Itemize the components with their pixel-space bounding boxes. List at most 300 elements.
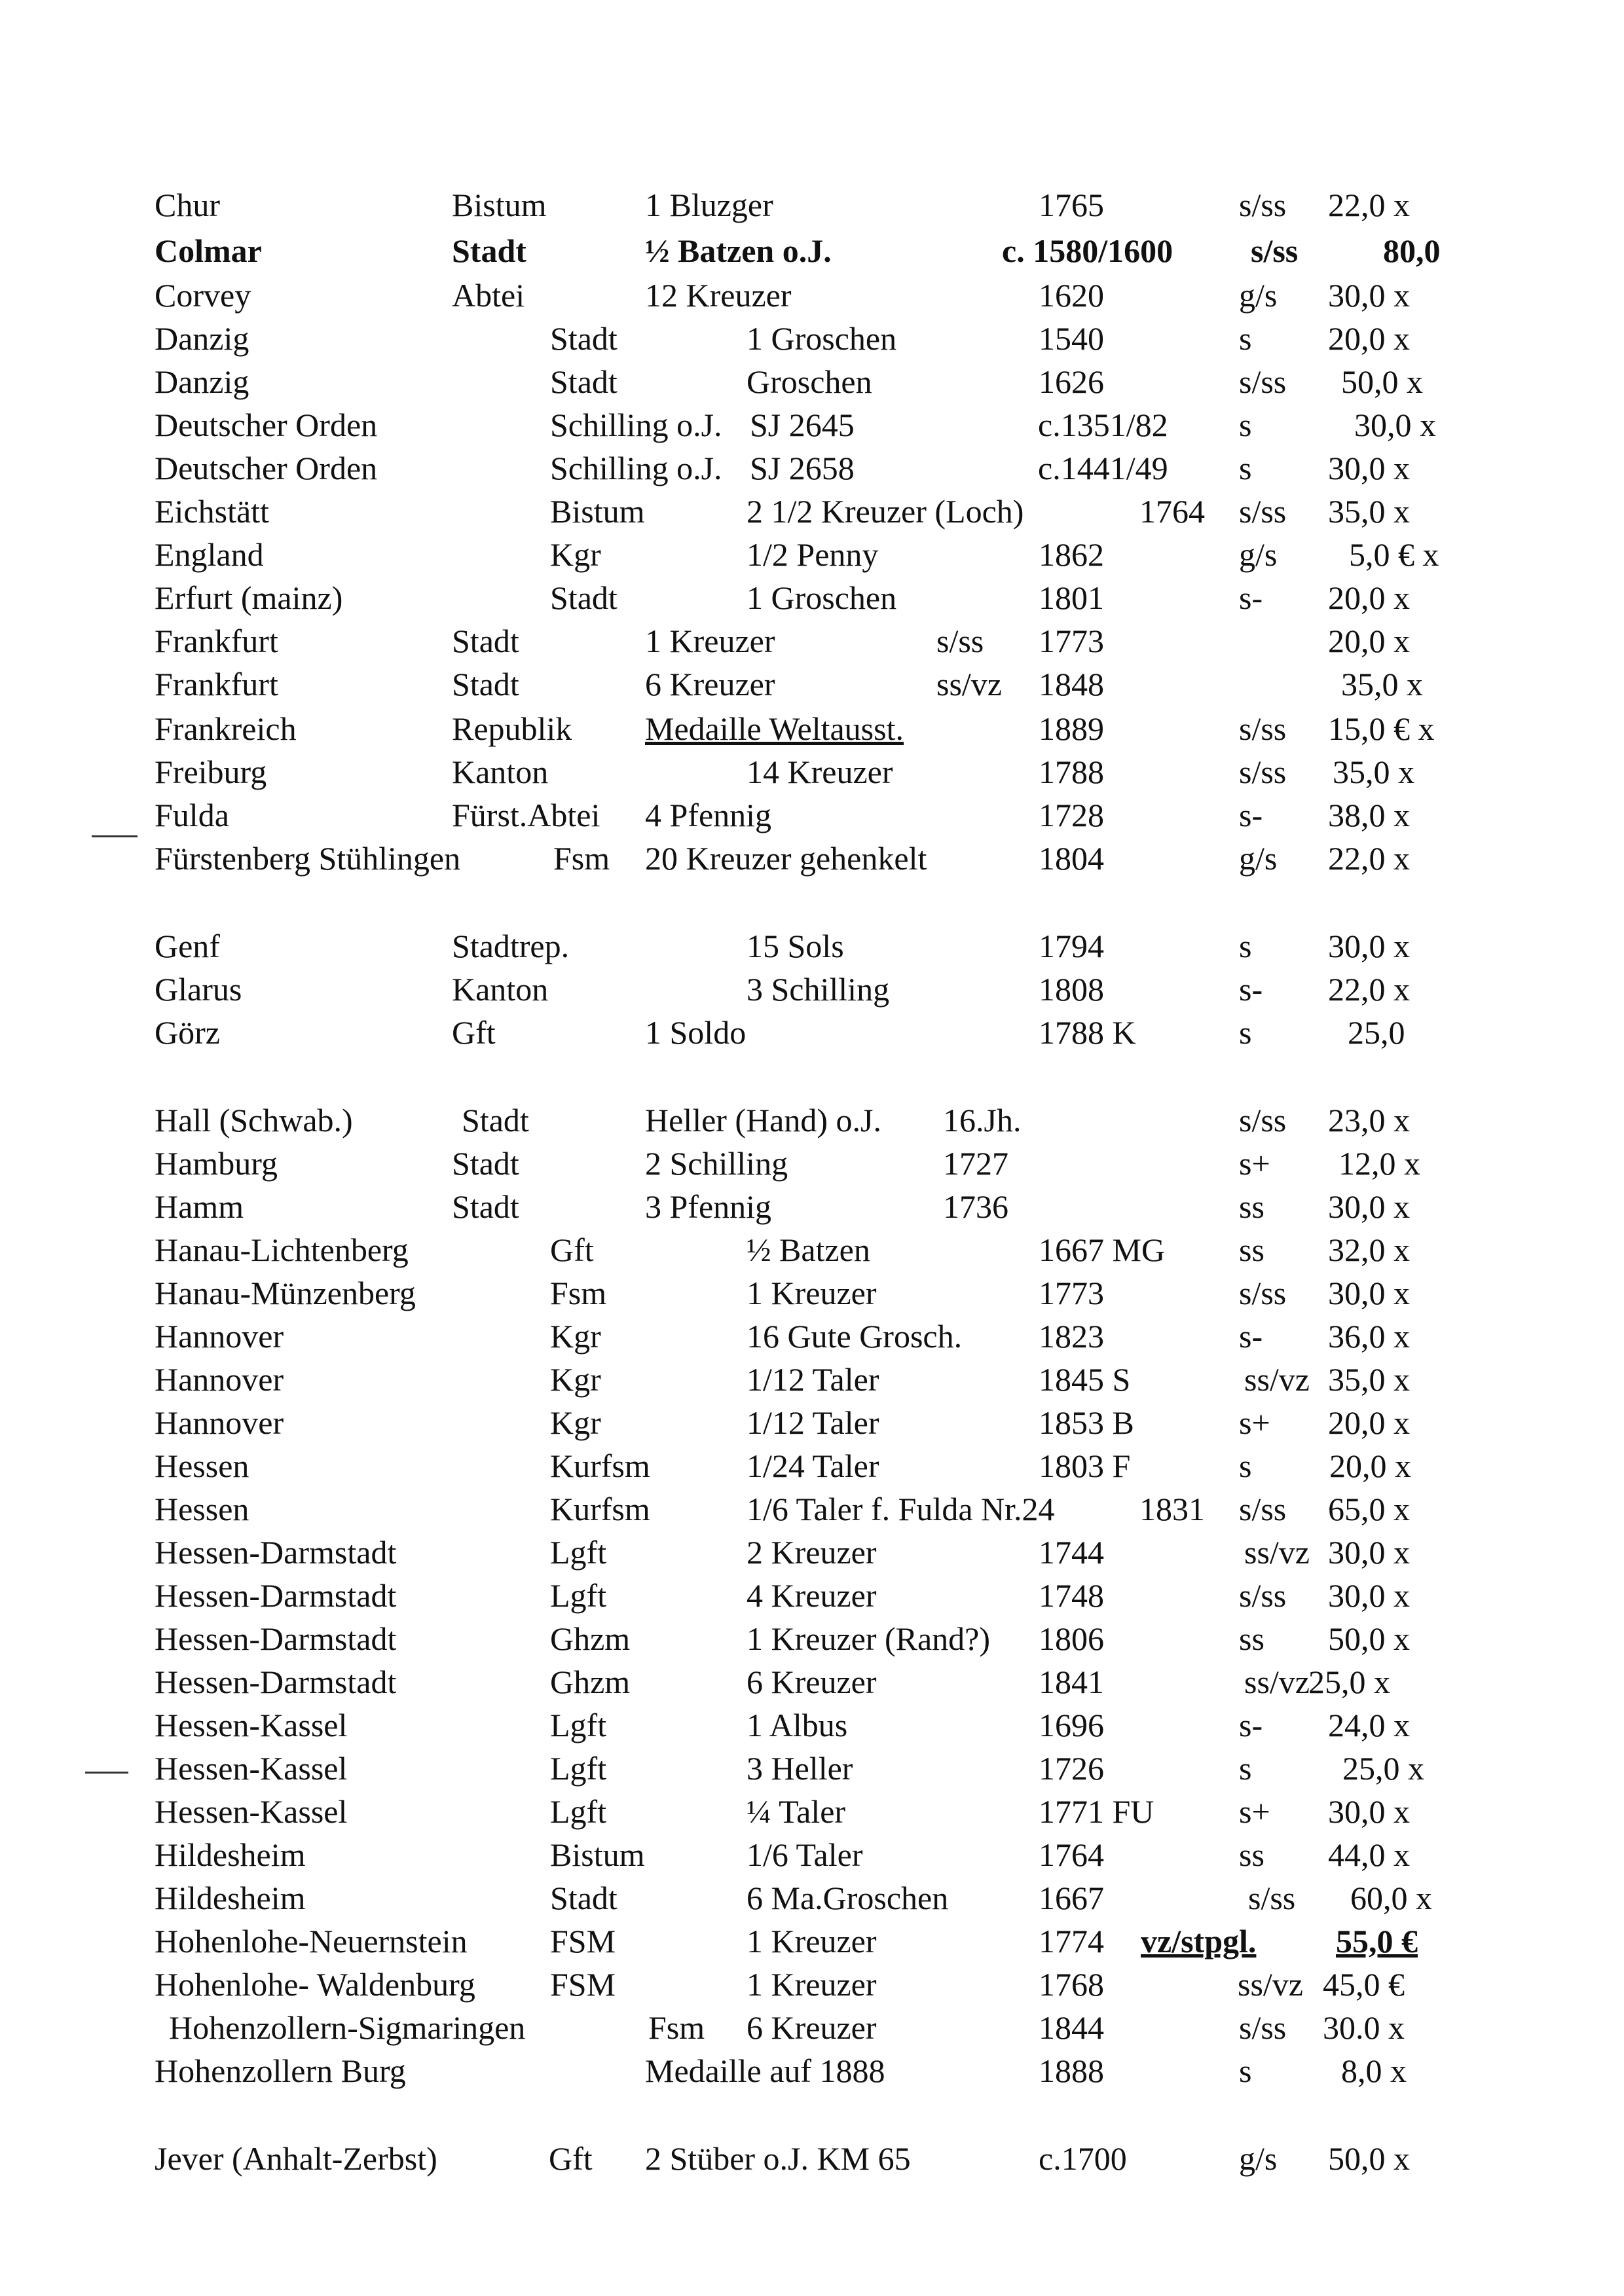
table-cell: 32,0 x xyxy=(1328,1231,1410,1268)
table-cell: Hanau-Lichtenberg xyxy=(155,1231,409,1268)
table-cell: 1 Groschen xyxy=(747,320,897,357)
table-cell: 1727 xyxy=(943,1145,1008,1182)
table-cell: Ghzm xyxy=(550,1620,631,1657)
table-cell: 1 Soldo xyxy=(645,1014,747,1051)
table-row xyxy=(0,924,1624,968)
table-cell: Hessen-Darmstadt xyxy=(155,1664,397,1700)
table-cell: g/s xyxy=(1239,277,1278,314)
table-row xyxy=(0,1401,1624,1444)
table-cell: Hanau-Münzenberg xyxy=(155,1275,416,1311)
table-cell: 22,0 x xyxy=(1328,840,1410,877)
table-cell: 50,0 x xyxy=(1328,2140,1410,2177)
table-cell: 25,0 x xyxy=(1308,1664,1390,1700)
table-cell: ½ Batzen xyxy=(747,1231,870,1268)
table-cell: 30.0 x xyxy=(1323,2009,1405,2046)
table-row xyxy=(0,837,1624,880)
table-cell: 1806 xyxy=(1039,1620,1104,1657)
table-cell: 1788 xyxy=(1039,754,1104,790)
table-cell: s xyxy=(1239,320,1252,357)
table-cell: 35,0 x xyxy=(1328,1361,1410,1398)
table-cell: Hamburg xyxy=(155,1145,278,1182)
table-cell: c.1441/49 xyxy=(1038,450,1168,486)
table-cell: 16 Gute Grosch. xyxy=(747,1318,963,1355)
table-row xyxy=(0,2137,1624,2180)
table-cell: 1728 xyxy=(1039,797,1104,833)
table-cell: 1 Kreuzer xyxy=(747,1275,877,1311)
table-cell: Kgr xyxy=(550,536,601,573)
table-row xyxy=(0,1790,1624,1833)
table-cell: s xyxy=(1239,1750,1252,1787)
table-cell: 1803 F xyxy=(1039,1448,1131,1484)
table-row xyxy=(0,229,1624,272)
table-row xyxy=(0,1574,1624,1617)
table-cell: 3 Pfennig xyxy=(645,1188,772,1225)
table-cell: ss xyxy=(1239,1188,1264,1225)
table-cell: FSM xyxy=(550,1923,616,1959)
table-cell: Stadt xyxy=(452,232,526,269)
table-cell: 30,0 x xyxy=(1328,277,1410,314)
table-row xyxy=(0,274,1624,317)
table-cell: s/ss xyxy=(1239,710,1287,747)
table-cell: Deutscher Orden xyxy=(155,407,378,443)
table-row xyxy=(0,490,1624,533)
table-cell: 1844 xyxy=(1039,2009,1104,2046)
table-cell: Bistum xyxy=(550,493,645,530)
table-cell: Medaille auf 1888 xyxy=(645,2052,885,2089)
table-cell: 1 Kreuzer (Rand?) xyxy=(747,1620,991,1657)
table-cell: Hohenlohe- Waldenburg xyxy=(155,1966,475,2003)
table-cell: 20,0 x xyxy=(1328,1404,1410,1441)
table-cell: England xyxy=(155,536,264,573)
margin-mark xyxy=(85,1772,128,1774)
table-cell: Hohenzollern-Sigmaringen xyxy=(169,2009,526,2046)
table-cell: s/ss xyxy=(1239,363,1287,400)
table-cell: 60,0 x xyxy=(1350,1880,1432,1916)
table-cell: 30,0 x xyxy=(1328,1188,1410,1225)
table-cell: 2 Kreuzer xyxy=(747,1534,877,1571)
table-cell: Republik xyxy=(452,710,572,747)
table-cell: Bistum xyxy=(452,187,547,223)
table-cell: 36,0 x xyxy=(1328,1318,1410,1355)
table-cell: Schilling o.J. xyxy=(550,407,722,443)
table-row xyxy=(0,1876,1624,1920)
table-cell: 1540 xyxy=(1039,320,1104,357)
table-cell: Kgr xyxy=(550,1318,601,1355)
table-cell: g/s xyxy=(1239,536,1278,573)
table-cell: s/ss xyxy=(1251,232,1299,269)
table-cell: Lgft xyxy=(550,1577,607,1614)
table-cell: s xyxy=(1239,450,1252,486)
table-cell: Kurfsm xyxy=(550,1491,650,1527)
table-cell: s xyxy=(1239,407,1252,443)
table-cell: 15 Sols xyxy=(747,928,844,964)
table-cell: 1764 xyxy=(1039,1836,1104,1873)
table-cell: Groschen xyxy=(747,363,872,400)
table-cell: 6 Kreuzer xyxy=(747,1664,877,1700)
table-cell: s+ xyxy=(1239,1793,1270,1830)
table-cell: 1773 xyxy=(1039,623,1104,659)
table-cell: 20,0 x xyxy=(1328,623,1410,659)
table-cell: 44,0 x xyxy=(1328,1836,1410,1873)
table-cell: Bistum xyxy=(550,1836,645,1873)
table-row xyxy=(0,968,1624,1011)
table-cell: Kgr xyxy=(550,1361,601,1398)
table-cell: Ghzm xyxy=(550,1664,631,1700)
table-cell: 4 Kreuzer xyxy=(747,1577,877,1614)
table-cell: Hessen-Darmstadt xyxy=(155,1577,397,1614)
table-cell: Hildesheim xyxy=(155,1836,306,1873)
table-cell: 25,0 x xyxy=(1342,1750,1424,1787)
table-cell: 12,0 x xyxy=(1338,1145,1420,1182)
table-cell: 1 Kreuzer xyxy=(747,1966,877,2003)
table-cell: 1808 xyxy=(1039,971,1104,1008)
table-cell: 2 1/2 Kreuzer (Loch) xyxy=(747,493,1024,530)
table-row xyxy=(0,1228,1624,1271)
table-cell: g/s xyxy=(1239,840,1278,877)
table-cell: 1765 xyxy=(1039,187,1104,223)
table-cell: 65,0 x xyxy=(1328,1491,1410,1527)
table-row xyxy=(0,1315,1624,1358)
table-cell: 1794 xyxy=(1039,928,1104,964)
table-cell: Lgft xyxy=(550,1707,607,1743)
table-cell: 80,0 xyxy=(1383,232,1441,269)
table-cell: 1748 xyxy=(1039,1577,1104,1614)
table-cell: 1862 xyxy=(1039,536,1104,573)
table-cell: Hessen-Darmstadt xyxy=(155,1534,397,1571)
table-cell: s/ss xyxy=(1239,2009,1287,2046)
table-cell: ss xyxy=(1239,1620,1264,1657)
table-cell: Stadt xyxy=(452,1145,519,1182)
table-cell: 1764 xyxy=(1139,493,1205,530)
table-row xyxy=(0,2006,1624,2049)
table-cell: Kanton xyxy=(452,754,549,790)
table-cell: Hohenlohe-Neuernstein xyxy=(155,1923,468,1959)
table-cell: Corvey xyxy=(155,277,251,314)
table-cell: Hohenzollern Burg xyxy=(155,2052,406,2089)
table-row xyxy=(0,317,1624,360)
table-cell: Kanton xyxy=(452,971,549,1008)
table-cell: s/ss xyxy=(1239,1102,1287,1139)
table-cell: Stadt xyxy=(550,579,618,616)
table-cell: 35,0 x xyxy=(1341,666,1423,702)
table-cell: 22,0 x xyxy=(1328,187,1410,223)
table-cell: 38,0 x xyxy=(1328,797,1410,833)
table-cell: 23,0 x xyxy=(1328,1102,1410,1139)
table-cell: Lgft xyxy=(550,1793,607,1830)
table-cell: 20,0 x xyxy=(1328,579,1410,616)
table-cell: c.1351/82 xyxy=(1038,407,1168,443)
table-row xyxy=(0,533,1624,576)
table-row xyxy=(0,750,1624,793)
table-row xyxy=(0,1142,1624,1185)
table-cell: s/ss xyxy=(1239,754,1287,790)
table-cell: s- xyxy=(1239,797,1263,833)
table-row xyxy=(0,1833,1624,1876)
table-cell: 1620 xyxy=(1039,277,1104,314)
table-cell: FSM xyxy=(550,1966,616,2003)
table-cell: ¼ Taler xyxy=(747,1793,846,1830)
table-cell: 20,0 x xyxy=(1328,320,1410,357)
table-cell: ss/vz xyxy=(936,666,1002,702)
table-cell: 55,0 € xyxy=(1336,1923,1418,1959)
table-cell: s- xyxy=(1239,1707,1263,1743)
table-cell: 1/24 Taler xyxy=(747,1448,879,1484)
table-cell: Hessen-Kassel xyxy=(155,1707,348,1743)
table-cell: ss xyxy=(1239,1836,1264,1873)
table-cell: 1771 FU xyxy=(1039,1793,1154,1830)
table-row xyxy=(0,1747,1624,1790)
table-cell: 1768 xyxy=(1039,1966,1104,2003)
table-row xyxy=(0,1531,1624,1574)
table-cell: s- xyxy=(1239,579,1263,616)
table-cell: Hessen-Darmstadt xyxy=(155,1620,397,1657)
table-cell: 30,0 x xyxy=(1328,1793,1410,1830)
table-cell: Stadtrep. xyxy=(452,928,570,964)
table-cell: 6 Kreuzer xyxy=(747,2009,877,2046)
table-cell: Jever (Anhalt-Zerbst) xyxy=(155,2140,437,2177)
table-cell: 5,0 € x xyxy=(1349,536,1439,573)
table-row xyxy=(0,1271,1624,1315)
table-cell: 3 Schilling xyxy=(747,971,890,1008)
table-cell: Danzig xyxy=(155,363,249,400)
table-cell: Danzig xyxy=(155,320,249,357)
table-row xyxy=(0,1660,1624,1704)
table-cell: 22,0 x xyxy=(1328,971,1410,1008)
table-cell: Lgft xyxy=(550,1534,607,1571)
table-cell: Gft xyxy=(550,1231,594,1268)
table-cell: Görz xyxy=(155,1014,220,1051)
table-cell: 35,0 x xyxy=(1333,754,1414,790)
table-cell: SJ 2645 xyxy=(750,407,855,443)
table-cell: Hall (Schwab.) xyxy=(155,1102,353,1139)
table-cell: 1773 xyxy=(1039,1275,1104,1311)
table-cell: Medaille Weltausst. xyxy=(645,710,904,747)
table-row xyxy=(0,793,1624,837)
table-cell: c. 1580/1600 xyxy=(1002,232,1173,269)
table-cell: Hannover xyxy=(155,1318,284,1355)
table-cell: 1774 xyxy=(1039,1923,1104,1959)
table-cell: 30,0 x xyxy=(1354,407,1436,443)
table-cell: s/ss xyxy=(1239,187,1287,223)
table-cell: s- xyxy=(1239,971,1263,1008)
table-cell: 1 Groschen xyxy=(747,579,897,616)
table-cell: Frankfurt xyxy=(155,623,278,659)
table-cell: Erfurt (mainz) xyxy=(155,579,343,616)
table-cell: 8,0 x xyxy=(1341,2052,1407,2089)
table-cell: 1788 K xyxy=(1039,1014,1136,1051)
table-cell: s/ss xyxy=(1248,1880,1296,1916)
table-cell: 3 Heller xyxy=(747,1750,853,1787)
table-row xyxy=(0,663,1624,706)
table-cell: SJ 2658 xyxy=(750,450,855,486)
table-cell: 15,0 € x xyxy=(1328,710,1435,747)
table-cell: 1841 xyxy=(1039,1664,1104,1700)
table-cell: s/ss xyxy=(1239,1275,1287,1311)
table-cell: ss/vz xyxy=(1244,1361,1310,1398)
table-cell: 1888 xyxy=(1039,2052,1104,2089)
table-cell: 1/6 Taler xyxy=(747,1836,863,1873)
table-cell: 1831 xyxy=(1139,1491,1205,1527)
table-cell: Stadt xyxy=(550,1880,618,1916)
table-cell: 1/12 Taler xyxy=(747,1361,879,1398)
table-cell: s/ss xyxy=(1239,1491,1287,1527)
table-cell: Kgr xyxy=(550,1404,601,1441)
table-cell: g/s xyxy=(1239,2140,1278,2177)
table-cell: 1736 xyxy=(943,1188,1008,1225)
table-cell: 30,0 x xyxy=(1328,1275,1410,1311)
table-cell: 25,0 xyxy=(1348,1014,1405,1051)
table-row xyxy=(0,1185,1624,1228)
table-cell: Stadt xyxy=(452,1188,519,1225)
table-cell: Hamm xyxy=(155,1188,244,1225)
table-cell: Fulda xyxy=(155,797,229,833)
table-row xyxy=(0,446,1624,490)
table-cell: 14 Kreuzer xyxy=(747,754,893,790)
table-cell: 6 Ma.Groschen xyxy=(747,1880,949,1916)
table-cell: Fürst.Abtei xyxy=(452,797,600,833)
table-cell: Fsm xyxy=(550,1275,607,1311)
table-cell: 45,0 € xyxy=(1323,1966,1405,2003)
table-cell: 20,0 x xyxy=(1329,1448,1411,1484)
table-cell: Colmar xyxy=(155,232,262,269)
table-row xyxy=(0,1920,1624,1963)
table-cell: 1/6 Taler f. Fulda Nr.24 xyxy=(747,1491,1055,1527)
table-row xyxy=(0,1704,1624,1747)
table-cell: 1845 S xyxy=(1039,1361,1131,1398)
table-cell: Stadt xyxy=(452,623,519,659)
table-cell: Deutscher Orden xyxy=(155,450,378,486)
table-cell: Hessen-Kassel xyxy=(155,1793,348,1830)
table-cell: Lgft xyxy=(550,1750,607,1787)
table-cell: Hessen xyxy=(155,1448,249,1484)
table-cell: 1696 xyxy=(1039,1707,1104,1743)
table-cell: 1801 xyxy=(1039,579,1104,616)
table-cell: 12 Kreuzer xyxy=(645,277,792,314)
table-row xyxy=(0,1963,1624,2006)
table-cell: 1667 xyxy=(1039,1880,1104,1916)
table-cell: s- xyxy=(1239,1318,1263,1355)
table-cell: 1744 xyxy=(1039,1534,1104,1571)
table-cell: 1 Kreuzer xyxy=(645,623,775,659)
table-cell: 1804 xyxy=(1039,840,1104,877)
table-row xyxy=(0,1444,1624,1487)
table-cell: Gft xyxy=(549,2140,593,2177)
table-cell: Fürstenberg Stühlingen xyxy=(155,840,461,877)
table-cell: 2 Schilling xyxy=(645,1145,788,1182)
table-cell: 1 Albus xyxy=(747,1707,848,1743)
table-row xyxy=(0,576,1624,619)
table-cell: 1726 xyxy=(1039,1750,1104,1787)
table-cell: 35,0 x xyxy=(1328,493,1410,530)
table-cell: Heller (Hand) o.J. xyxy=(645,1102,881,1139)
table-row xyxy=(0,1617,1624,1660)
table-cell: 4 Pfennig xyxy=(645,797,772,833)
table-cell: ss/vz xyxy=(1244,1664,1310,1700)
table-row xyxy=(0,707,1624,750)
table-cell: Glarus xyxy=(155,971,242,1008)
table-cell: 1853 B xyxy=(1039,1404,1134,1441)
table-row xyxy=(0,1358,1624,1401)
table-row xyxy=(0,1487,1624,1531)
table-cell: Hildesheim xyxy=(155,1880,306,1916)
table-cell: c.1700 xyxy=(1039,2140,1127,2177)
table-cell: Hannover xyxy=(155,1404,284,1441)
table-cell: 1848 xyxy=(1039,666,1104,702)
table-cell: 2 Stüber o.J. KM 65 xyxy=(645,2140,911,2177)
table-cell: Stadt xyxy=(550,363,618,400)
table-cell: Hessen xyxy=(155,1491,249,1527)
table-cell: 1 Bluzger xyxy=(645,187,773,223)
table-cell: s xyxy=(1239,2052,1252,2089)
table-cell: s xyxy=(1239,1014,1252,1051)
table-cell: s/ss xyxy=(1239,1577,1287,1614)
table-cell: s+ xyxy=(1239,1145,1270,1182)
table-cell: s/ss xyxy=(1239,493,1287,530)
margin-mark xyxy=(92,835,138,837)
table-cell: 16.Jh. xyxy=(943,1102,1022,1139)
table-cell: 1/12 Taler xyxy=(747,1404,879,1441)
table-cell: 30,0 x xyxy=(1328,928,1410,964)
table-cell: ss/vz xyxy=(1244,1534,1310,1571)
table-cell: Hessen-Kassel xyxy=(155,1750,348,1787)
table-cell: 6 Kreuzer xyxy=(645,666,775,702)
table-row xyxy=(0,619,1624,663)
table-cell: s/ss xyxy=(936,623,984,659)
table-row xyxy=(0,183,1624,227)
table-cell: Eichstätt xyxy=(155,493,269,530)
table-cell: Fsm xyxy=(648,2009,705,2046)
table-cell: Stadt xyxy=(452,666,519,702)
table-cell: 20 Kreuzer gehenkelt xyxy=(645,840,927,877)
table-cell: 1 Kreuzer xyxy=(747,1923,877,1959)
table-cell: Chur xyxy=(155,187,220,223)
table-row xyxy=(0,1099,1624,1142)
table-row xyxy=(0,360,1624,403)
table-cell: 30,0 x xyxy=(1328,450,1410,486)
table-cell: 1667 MG xyxy=(1039,1231,1166,1268)
table-cell: Hannover xyxy=(155,1361,284,1398)
table-cell: s+ xyxy=(1239,1404,1270,1441)
table-cell: 50,0 x xyxy=(1328,1620,1410,1657)
table-cell: Frankfurt xyxy=(155,666,278,702)
table-cell: ss/vz xyxy=(1238,1966,1303,2003)
table-cell: 1823 xyxy=(1039,1318,1104,1355)
table-cell: 24,0 x xyxy=(1328,1707,1410,1743)
table-row xyxy=(0,403,1624,446)
table-cell: s xyxy=(1239,1448,1252,1484)
table-row xyxy=(0,1011,1624,1054)
table-cell: 1626 xyxy=(1039,363,1104,400)
table-row xyxy=(0,2049,1624,2092)
table-cell: Gft xyxy=(452,1014,496,1051)
table-cell: 30,0 x xyxy=(1328,1534,1410,1571)
table-cell: Kurfsm xyxy=(550,1448,650,1484)
table-cell: Frankreich xyxy=(155,710,297,747)
table-cell: Freiburg xyxy=(155,754,267,790)
table-cell: 1/2 Penny xyxy=(747,536,879,573)
table-cell: ½ Batzen o.J. xyxy=(645,232,832,269)
table-cell: ss xyxy=(1239,1231,1264,1268)
table-cell: s xyxy=(1239,928,1252,964)
table-cell: 30,0 x xyxy=(1328,1577,1410,1614)
table-cell: Fsm xyxy=(553,840,610,877)
table-cell: 50,0 x xyxy=(1341,363,1423,400)
table-cell: Stadt xyxy=(462,1102,529,1139)
table-cell: Abtei xyxy=(452,277,525,314)
table-cell: Schilling o.J. xyxy=(550,450,722,486)
table-cell: vz/stpgl. xyxy=(1141,1923,1257,1959)
table-cell: 1889 xyxy=(1039,710,1104,747)
